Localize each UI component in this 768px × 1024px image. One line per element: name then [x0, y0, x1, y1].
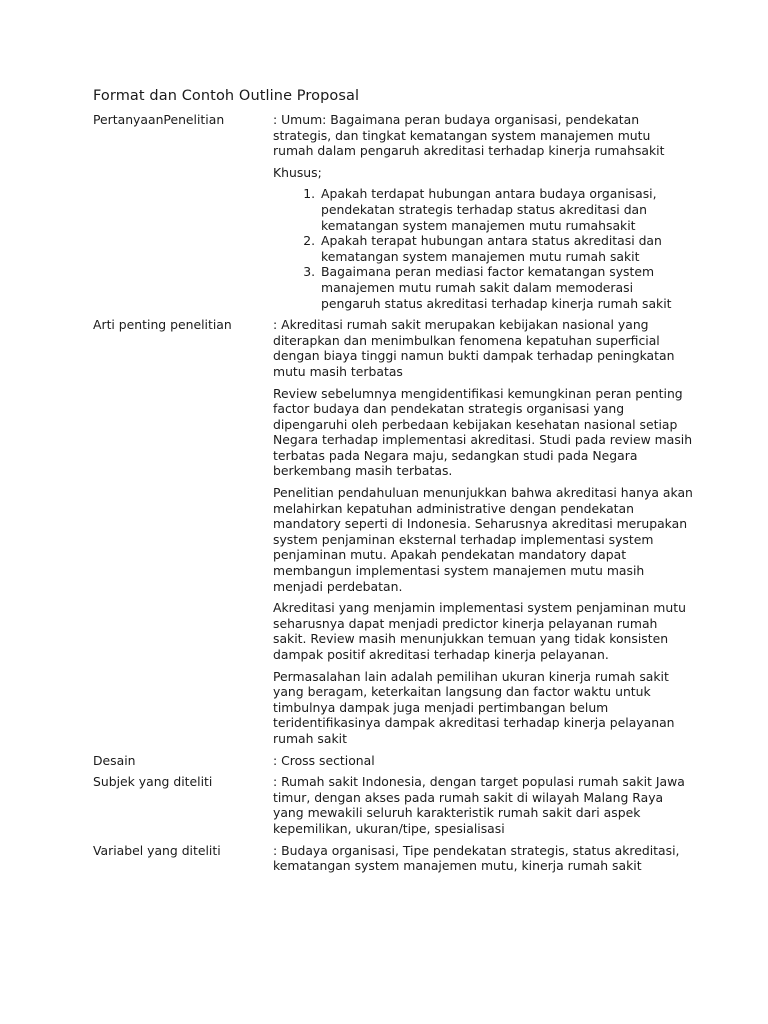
content-subjek: : Rumah sakit Indonesia, dengan target populasi rumah sakit Jawa timur, dengan akses pada rumah sakit di wilayah Malang Raya yang mewakili seluruh karakteristik rumah sakit dari aspek kepemilikan, ukuran/tipe, spesialisasi	[273, 774, 685, 836]
pertanyaan-khusus-label: Khusus;	[273, 164, 322, 180]
pertanyaan-khusus-list	[273, 186, 693, 311]
section-subjek	[93, 774, 693, 836]
label-subjek: Subjek yang diteliti	[93, 774, 213, 790]
document-title: Format dan Contoh Outline Proposal	[93, 88, 360, 104]
label-desain: Desain	[93, 752, 136, 768]
arti-paragraph: Penelitian pendahuluan menunjukkan bahwa akreditasi hanya akan melahirkan kepatuhan administrative dengan pendekatan mandatory seperti di Indonesia. Seharusnya akreditasi merupakan system penjaminan eksternal terhadap implementasi system penjaminan mutu. Apakah pendekatan mandatory dapat membangun implementasi system manajemen mutu masih menjadi perdebatan.	[273, 485, 693, 594]
arti-paragraph: Akreditasi yang menjamin implementasi system penjaminan mutu seharusnya dapat menjadi predictor kinerja pelayanan rumah sakit. Review masih menunjukkan temuan yang tidak konsisten dampak positif akreditasi terhadap kinerja pelayanan.	[273, 600, 686, 662]
arti-paragraph: Permasalahan lain adalah pemilihan ukuran kinerja rumah sakit yang beragam, keterkaitan langsung dan factor waktu untuk timbulnya dampak juga menjadi pertimbangan belum teridentifikasinya dampak akreditasi terhadap kinerja pelayanan rumah sakit	[273, 668, 675, 746]
content-arti	[273, 317, 693, 746]
section-pertanyaan	[93, 112, 693, 311]
arti-paragraph: Review sebelumnya mengidentifikasi kemungkinan peran penting factor budaya dan pendekatan strategis organisasi yang dipengaruhi oleh perbedaan kebijakan kesehatan nasional setiap Negara terhadap implementasi akreditasi. Studi pada review masih terbatas pada Negara maju, sedangkan studi pada Negara berkembang masih terbatas.	[273, 385, 693, 479]
label-arti: Arti penting penelitian	[93, 317, 232, 333]
section-desain	[93, 753, 693, 769]
section-variabel	[93, 843, 693, 874]
content-variabel: : Budaya organisasi, Tipe pendekatan strategis, status akreditasi, kematangan system manajemen mutu, kinerja rumah sakit	[273, 842, 680, 874]
label-variabel: Variabel yang diteliti	[93, 842, 221, 858]
list-item: 2. Apakah terapat hubungan antara status akreditasi dan kematangan system manajemen mutu rumah sakit	[319, 233, 693, 264]
document-page	[93, 86, 693, 880]
list-item: 3. Bagaimana peran mediasi factor kematangan system manajemen mutu rumah sakit dalam memoderasi pengaruh status akreditasi terhadap kinerja rumah sakit	[319, 264, 693, 311]
label-pertanyaan: PertanyaanPenelitian	[93, 112, 225, 127]
pertanyaan-umum: : Umum: Bagaimana peran budaya organisasi, pendekatan strategis, dan tingkat kematangan system manajemen mutu rumah dalam pengaruh akreditasi terhadap kinerja rumahsakit	[273, 112, 665, 159]
content-pertanyaan	[273, 112, 693, 311]
content-desain: : Cross sectional	[273, 752, 375, 768]
arti-paragraph: : Akreditasi rumah sakit merupakan kebijakan nasional yang diterapkan dan menimbulkan fenomena kepatuhan superficial dengan biaya tinggi namun bukti dampak terhadap peningkatan mutu masih terbatas	[273, 317, 675, 379]
list-item: 1. Apakah terdapat hubungan antara budaya organisasi, pendekatan strategis terhadap status akreditasi dan kematangan system manajemen mutu rumahsakit	[319, 186, 693, 233]
section-arti	[93, 317, 693, 746]
